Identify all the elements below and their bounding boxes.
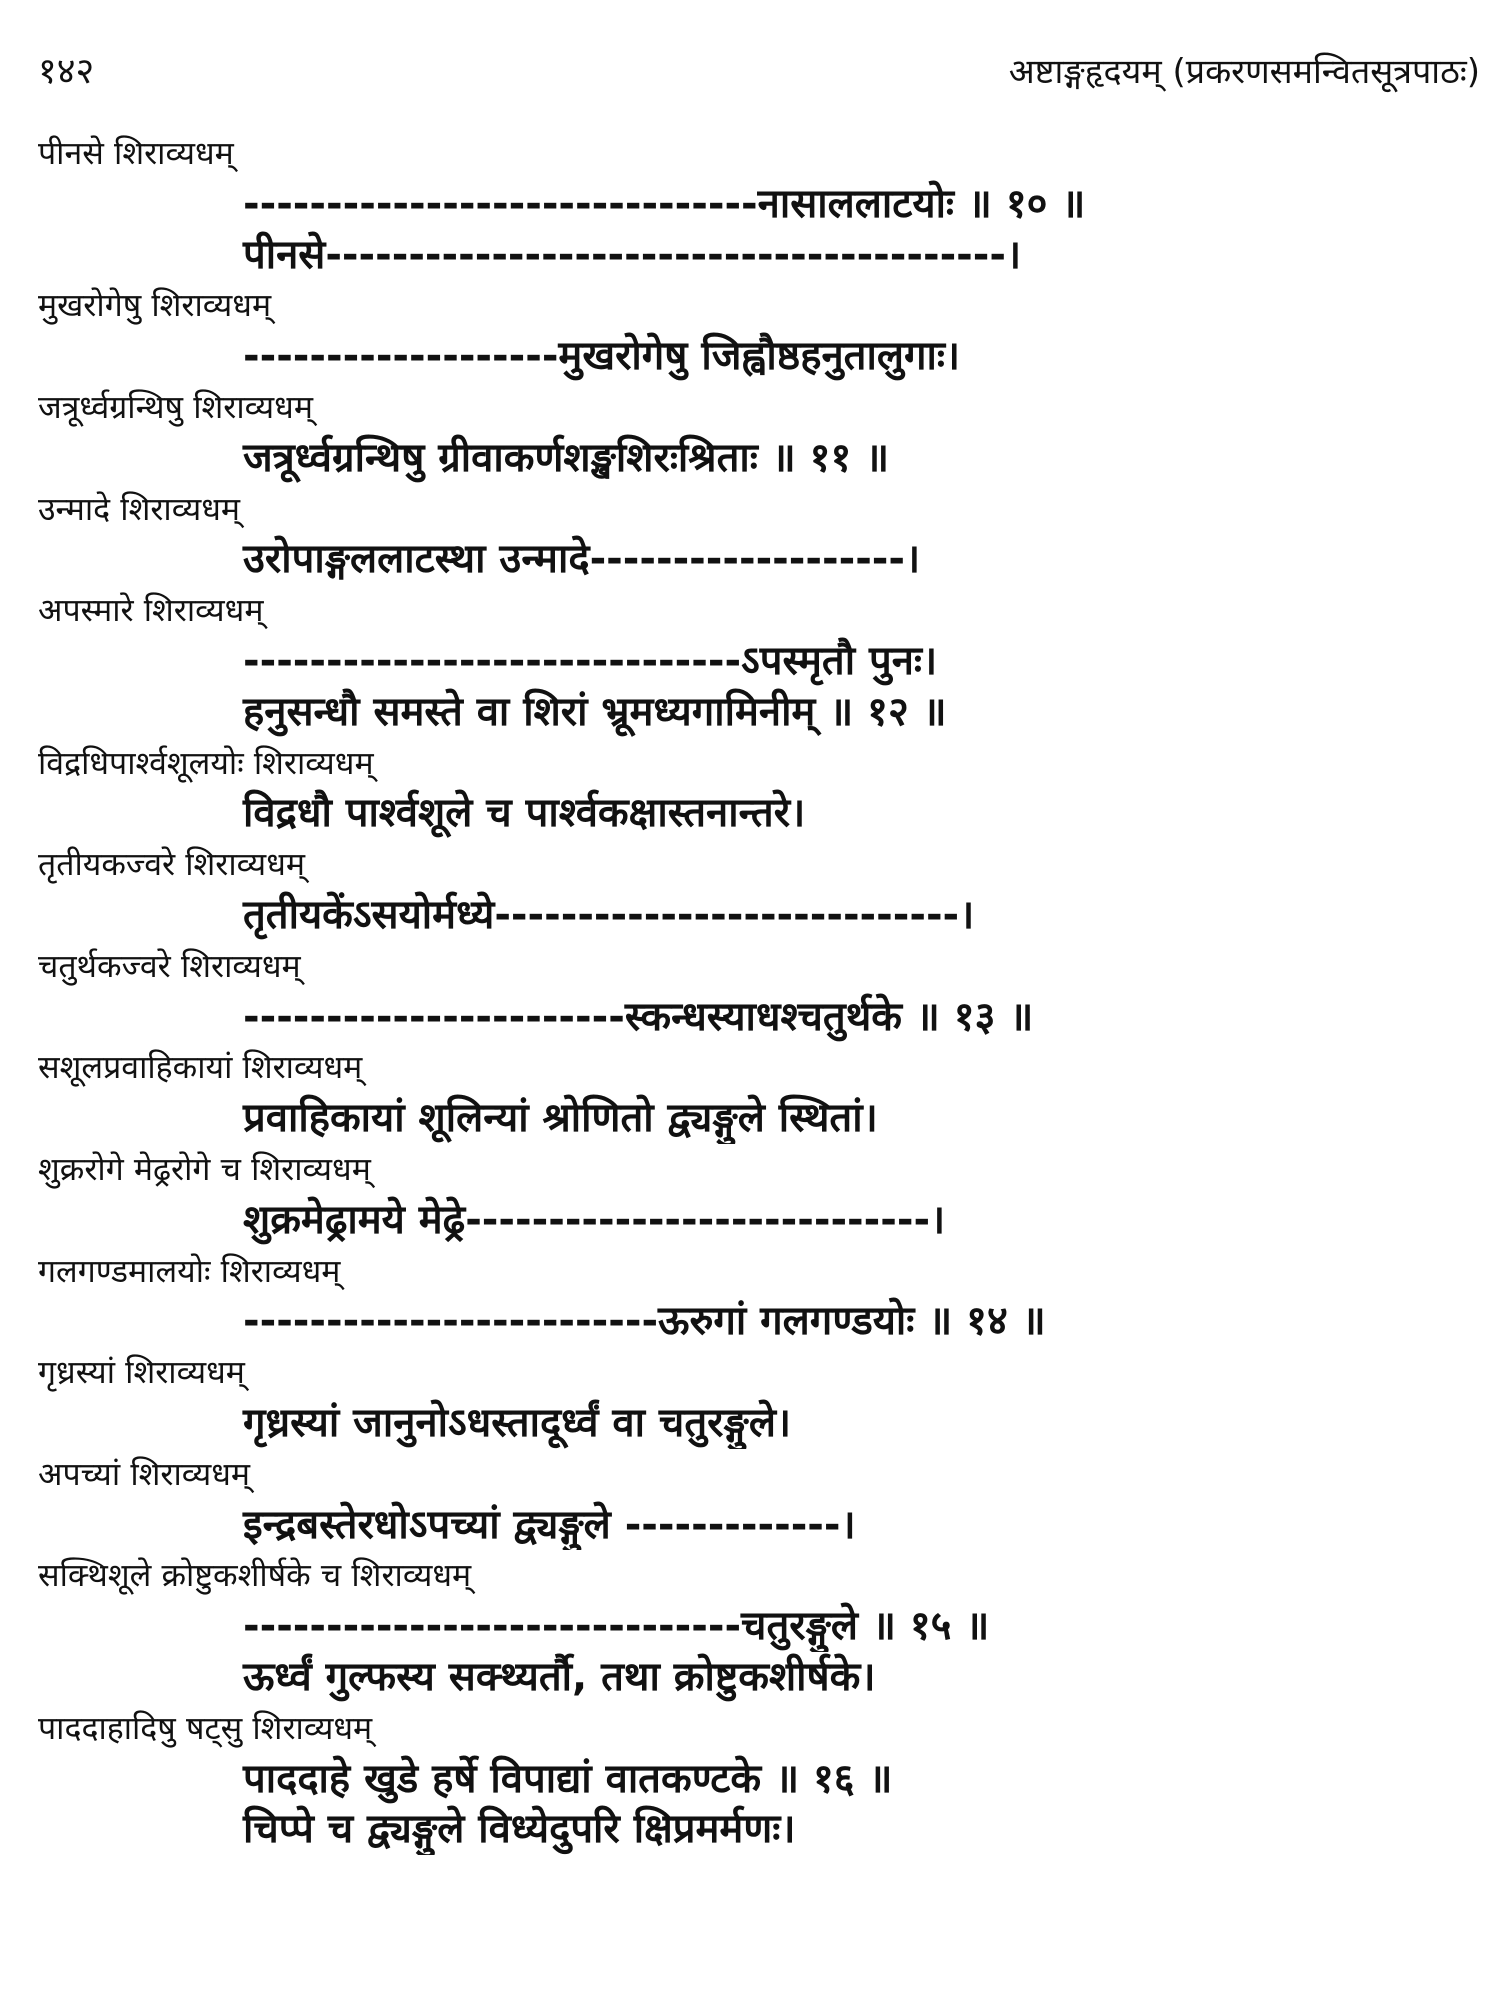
page-header — [38, 42, 1480, 102]
verse-line: -------------------------------नासाललाटयोः ॥ १० ॥ — [243, 180, 1086, 227]
section-heading: पाददाहादिषु षट्सु शिराव्यधम् — [38, 1708, 373, 1747]
verse-line: -------------------मुखरोगेषु जिह्वौष्ठहनुतालुगाः। — [243, 333, 961, 380]
verse-line: चिप्पे च द्व्यङ्गुले विध्येदुपरि क्षिप्रमर्मणः। — [243, 1806, 796, 1853]
running-title: अष्टाङ्गहृदयम् (प्रकरणसमन्वितसूत्रपाठः) — [1008, 52, 1480, 92]
verse-line: -----------------------स्कन्धस्याधश्चतुर्थके ॥ १३ ॥ — [243, 993, 1034, 1040]
verse-line: प्रवाहिकायां शूलिन्यां श्रोणितो द्व्यङ्गुले स्थितां। — [243, 1095, 878, 1142]
section-heading: अपस्मारे शिराव्यधम् — [38, 591, 264, 630]
verse-line: पाददाहे खुडे हर्षे विपाद्यां वातकण्टके ॥ १६ ॥ — [243, 1755, 893, 1802]
section-heading: गृध्रस्यां शिराव्यधम् — [38, 1353, 245, 1392]
section-heading: उन्मादे शिराव्यधम् — [38, 489, 241, 528]
verse-line: पीनसे-----------------------------------------। — [243, 231, 1022, 278]
section-heading: गलगण्डमालयोः शिराव्यधम् — [38, 1251, 341, 1290]
section-heading: चतुर्थकज्वरे शिराव्यधम् — [38, 946, 301, 985]
verse-line: ------------------------------ऽपस्मृतौ पुनः। — [243, 637, 938, 684]
section-heading: शुक्ररोगे मेढ्ररोगे च शिराव्यधम् — [38, 1149, 371, 1188]
section-heading: सक्थिशूले क्रोष्टुकशीर्षके च शिराव्यधम् — [38, 1556, 472, 1595]
verse-line: ------------------------------चतुरङ्गुले ॥ १५ ॥ — [243, 1603, 990, 1650]
verse-line: जत्रूर्ध्वग्रन्थिषु ग्रीवाकर्णशङ्खशिरःश्रिताः ॥ ११ ॥ — [243, 434, 890, 481]
section-heading: पीनसे शिराव्यधम् — [38, 134, 234, 172]
verse-line: शुक्रमेढ्रामये मेढ्रे----------------------------। — [243, 1196, 946, 1243]
verse-line: इन्द्रबस्तेरधोऽपच्यां द्व्यङ्गुले -------------। — [243, 1501, 856, 1548]
verse-line: -------------------------ऊरुगां गलगण्डयोः ॥ १४ ॥ — [243, 1298, 1046, 1345]
verse-line: तृतीयकेंऽसयोर्मध्ये----------------------------। — [243, 891, 975, 938]
section-heading: मुखरोगेषु शिराव्यधम् — [38, 286, 272, 325]
section-heading: अपच्यां शिराव्यधम् — [38, 1454, 251, 1493]
section-heading: जत्रूर्ध्वग्रन्थिषु शिराव्यधम् — [38, 387, 313, 426]
section-heading: विद्रधिपार्श्वशूलयोः शिराव्यधम् — [38, 743, 374, 782]
page-number: १४२ — [38, 51, 95, 92]
text-body — [38, 128, 1478, 1855]
section-heading: सशूलप्रवाहिकायां शिराव्यधम् — [38, 1048, 363, 1087]
verse-line: हनुसन्धौ समस्ते वा शिरां भ्रूमध्यगामिनीम् ॥ १२ ॥ — [243, 688, 947, 735]
verse-line: उरोपाङ्गललाटस्था उन्मादे-------------------। — [243, 536, 921, 583]
section-heading: तृतीयकज्वरे शिराव्यधम् — [38, 845, 306, 884]
verse-line: ऊर्ध्वं गुल्फस्य सक्थ्यर्तौ, तथा क्रोष्टुकशीर्षके। — [243, 1653, 876, 1700]
verse-line: गृध्रस्यां जानुनोऽधस्तादूर्ध्वं वा चतुरङ्गुले। — [243, 1399, 792, 1446]
verse-line: विद्रधौ पार्श्वशूले च पार्श्वकक्षास्तनान्तरे। — [243, 790, 806, 837]
